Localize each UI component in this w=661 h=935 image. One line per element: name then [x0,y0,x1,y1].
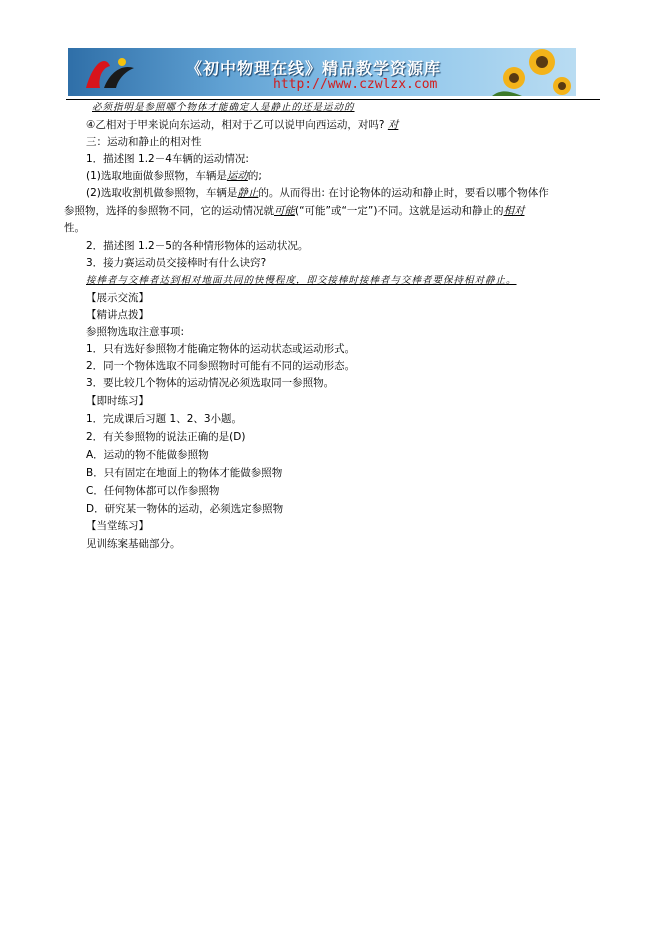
answer-span: 可能 [274,205,295,217]
option-b: B．只有固定在地面上的物体才能做参照物 [86,467,283,479]
sunflower-icon [482,48,572,96]
list-item: 3．要比较几个物体的运动情况必须选取同一参照物。 [86,377,335,389]
section-label: 【展示交流】 [86,292,149,304]
list-item: 2．同一个物体选取不同参照物时可能有不同的运动形态。 [86,360,356,372]
answer-span: 相对 [503,205,525,217]
list-item: 1．只有选好参照物才能确定物体的运动状态或运动形式。 [86,343,356,355]
paragraph-line [64,204,524,218]
list-item: 2．描述图 1.2－5的各种情形物体的运动状况。 [86,240,309,252]
section-heading: 三：运动和静止的相对性 [86,136,202,148]
header-banner [68,48,576,96]
list-item: 1．完成课后习题 1、2、3小题。 [86,413,243,425]
list-item: 3．接力赛运动员交接棒时有什么诀窍? [86,257,267,269]
section-label: 【精讲点拨】 [86,309,149,321]
text-span: 参照物，选择的参照物不同，它的运动情况就 [64,205,274,217]
banner-url[interactable]: http://www.czwlzx.com [273,77,438,92]
text-span: 的; [247,170,262,182]
paragraph-line: 见训练案基础部分。 [86,538,181,550]
text-span: (1)选取地面做参照物，车辆是 [86,170,227,182]
question-4-answer: 对 [387,119,399,131]
option-a: A．运动的物不能做参照物 [86,449,209,461]
header-rule [66,99,600,100]
answer-span: 静止 [237,187,259,199]
section-label: 【当堂练习】 [86,520,149,532]
text-span: (“可能”或“一定”)不同。这就是运动和静止的 [295,205,504,217]
section-label: 【即时练习】 [86,395,149,407]
list-item: 1．描述图 1.2－4车辆的运动情况: [86,153,249,165]
question-4 [86,118,398,132]
list-item: 2．有关参照物的说法正确的是(D) [86,431,246,443]
text-span: (2)选取收割机做参照物，车辆是 [86,187,238,199]
option-d: D．研究某一物体的运动，必须选定参照物 [86,503,284,515]
list-item [86,186,549,200]
logo-icon [76,54,146,92]
text-span: 的。从而得出: 在讨论物体的运动和静止时，要看以哪个物体作 [258,187,549,199]
banner-title: 《初中物理在线》精品教学资源库 [186,59,442,78]
question-4-text: ④乙相对于甲来说向东运动，相对于乙可以说甲向西运动，对吗? [86,119,385,131]
subheading: 参照物选取注意事项: [86,326,185,338]
handwritten-answer: 接棒者与交棒者达到相对地面共同的快慢程度，即交接棒时接棒者与交棒者要保持相对静止。 [86,275,517,286]
answer-span: 运动 [226,170,248,182]
paragraph-line: 性。 [64,222,85,234]
list-item [86,169,262,183]
option-c: C．任何物体都可以作参照物 [86,485,220,497]
handwritten-note: 必须指明是参照哪个物体才能确定人是静止的还是运动的 [92,102,355,113]
